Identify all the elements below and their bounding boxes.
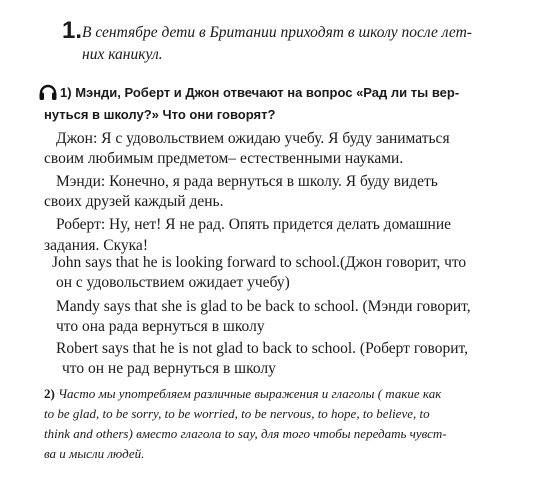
dialogue-mandy-line-1: Мэнди: Конечно, я рада вернуться в школу. Я буду видеть — [56, 173, 438, 190]
dialogue-robert-line-1: Роберт: Ну, нет! Я не рад. Опять придется делать домашние — [56, 216, 452, 233]
example-mandy-line-1: Mandy says that she is glad to be back to school. (Мэнди говорит, — [56, 298, 471, 315]
dialogue-robert-line-2: задания. Скука! — [44, 237, 148, 254]
dialogue-john-line-2: своим любимым предметом– естественными науками. — [44, 150, 404, 167]
example-john-line-1: John says that he is looking forward to school.(Джон говорит, что — [52, 254, 467, 271]
example-mandy-line-2: что она рада вернуться в школу — [56, 318, 265, 335]
exercise-number: 1. — [62, 17, 83, 44]
task2-line-1 — [44, 384, 441, 404]
task2-line-3: think and others) вместо глагола to say, для того чтобы передать чувст- — [44, 426, 447, 441]
dialogue-mandy-line-2: своих друзей каждый день. — [44, 193, 224, 210]
intro-line-2: них каникул. — [82, 46, 163, 63]
example-robert-line-2: что он не рад вернуться в школу — [62, 360, 276, 377]
example-robert-line-1: Robert says that he is not glad to back to school. (Роберт говорит, — [56, 340, 469, 357]
task2-line-2: to be glad, to be sorry, to be worried, to be nervous, to hope, to believe, to — [44, 406, 430, 421]
dialogue-john-line-1: Джон: Я с удовольствием ожидаю учебу. Я буду заниматься — [56, 130, 450, 147]
task1-heading — [60, 84, 459, 102]
task2-line-4: ва и мысли людей. — [44, 446, 145, 461]
example-john-line-2: он с удовольствием ожидает учебу) — [56, 274, 290, 291]
task2-text-1: Часто мы употребляем различные выражения и глаголы ( такие как — [58, 386, 442, 401]
task2-number: 2) — [44, 386, 55, 401]
task1-number: 1) — [60, 85, 72, 100]
headphones-icon — [38, 82, 58, 102]
task1-question-line-2: нуться в школу?» Что они говорят? — [44, 107, 276, 122]
intro-line-1: В сентябре дети в Британии приходят в школу после лет- — [82, 24, 472, 41]
task1-question-line-1: Мэнди, Роберт и Джон отвечают на вопрос «Рад ли ты вер- — [75, 85, 460, 100]
